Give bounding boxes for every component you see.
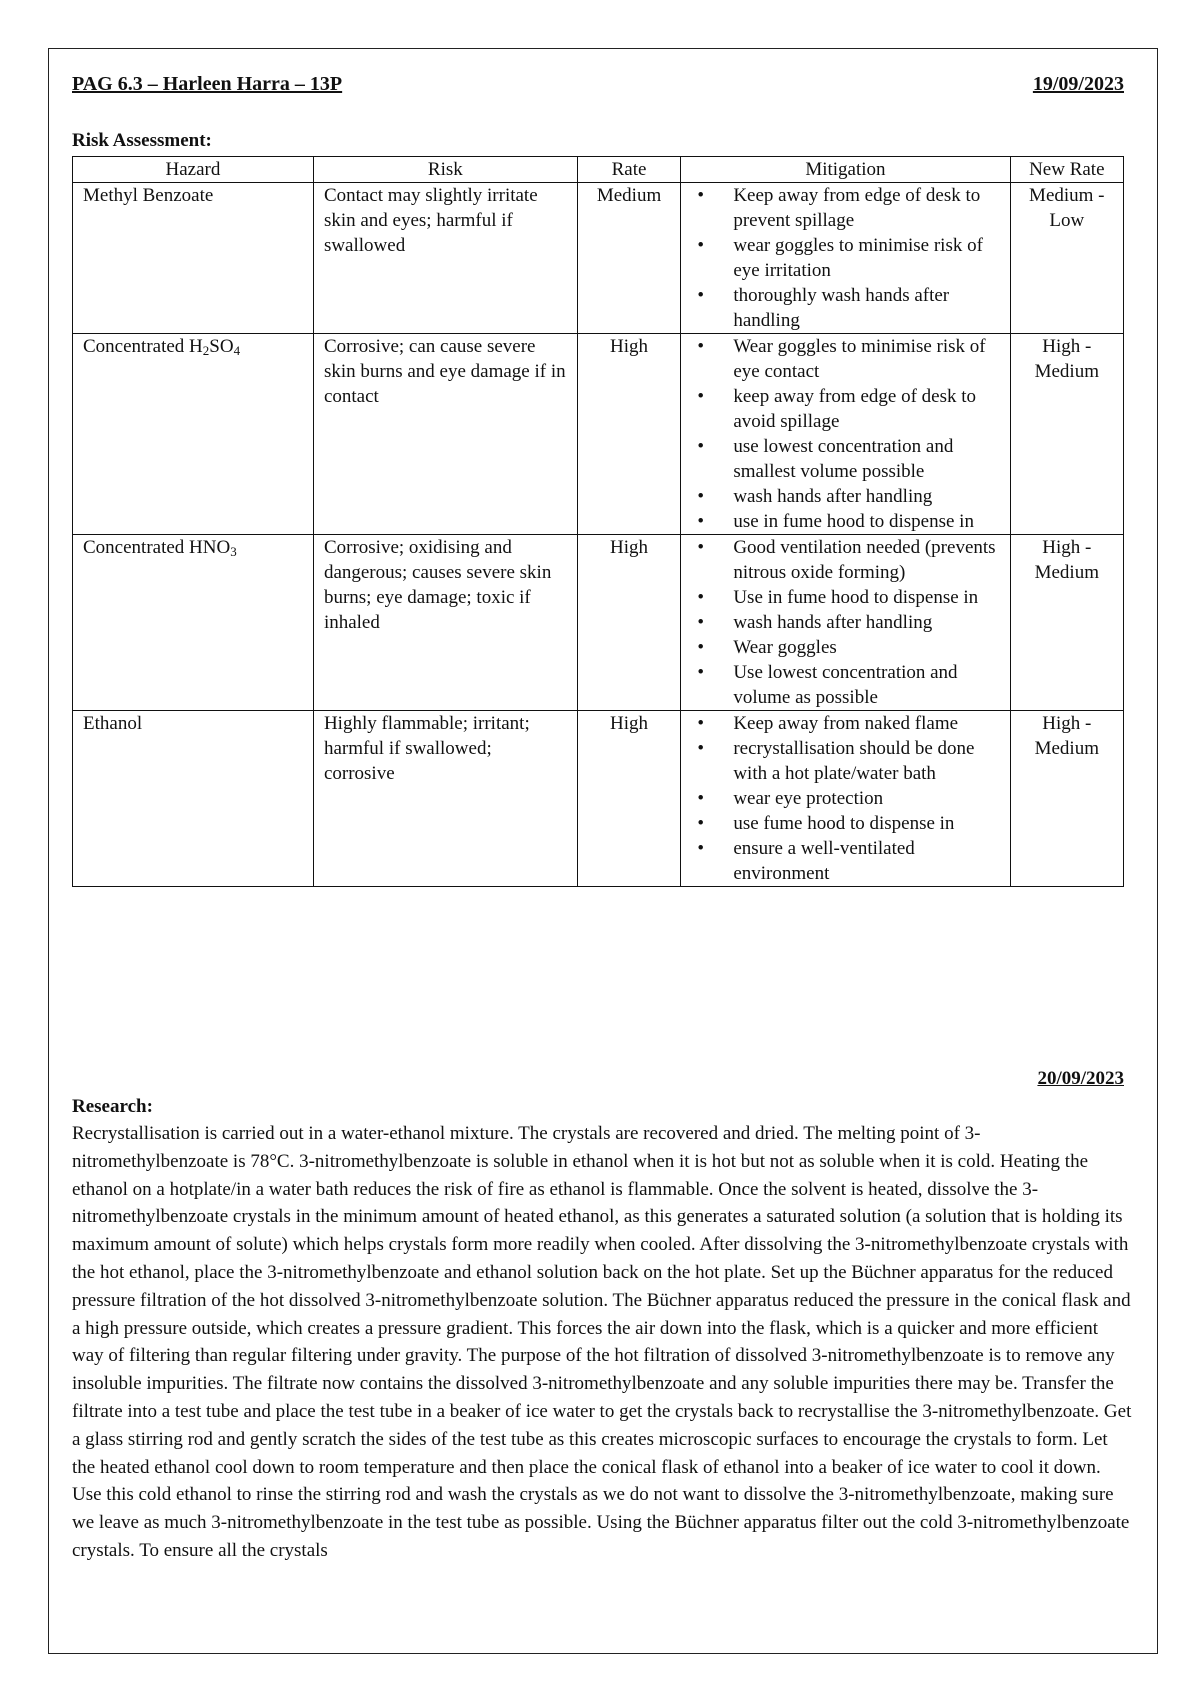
- mitigation-item: • wear goggles to minimise risk of eye irritation: [691, 233, 999, 283]
- rate-cell: High: [577, 711, 681, 887]
- mitigation-item: • ensure a well-ventilated environment: [691, 836, 999, 886]
- subscript: 2: [202, 343, 210, 358]
- table-row: [73, 711, 1124, 887]
- risk-assessment-heading: Risk Assessment:: [72, 130, 212, 151]
- mitigation-cell: [681, 535, 1010, 711]
- mitigation-list: [691, 711, 999, 886]
- column-header-risk: Risk: [313, 157, 577, 183]
- mitigation-cell: [681, 183, 1010, 334]
- mitigation-item: • recrystallisation should be done with a hot plate/water bath: [691, 736, 999, 786]
- hazard-text: Concentrated H: [83, 336, 203, 357]
- mitigation-item: • keep away from edge of desk to avoid spillage: [691, 384, 999, 434]
- risk-cell: Highly flammable; irritant; harmful if swallowed; corrosive: [313, 711, 577, 887]
- research-heading: Research:: [72, 1096, 153, 1117]
- hazard-cell: Ethanol: [73, 711, 314, 887]
- mitigation-item: • wear eye protection: [691, 786, 999, 811]
- mitigation-item: • thoroughly wash hands after handling: [691, 283, 999, 333]
- hazard-text: SO: [209, 336, 234, 357]
- mitigation-item: • Good ventilation needed (prevents nitrous oxide forming): [691, 535, 999, 585]
- new-rate-cell: High - Medium: [1010, 334, 1123, 535]
- document-title: PAG 6.3 – Harleen Harra – 13P: [72, 73, 343, 95]
- mitigation-item: • Use in fume hood to dispense in: [691, 585, 999, 610]
- document-date: 19/09/2023: [1032, 73, 1124, 95]
- mitigation-item: • wash hands after handling: [691, 610, 999, 635]
- column-header-new-rate: New Rate: [1010, 157, 1123, 183]
- document-header: [72, 73, 1124, 99]
- mitigation-item: • Keep away from naked flame: [691, 711, 999, 736]
- table-header-row: [73, 157, 1124, 183]
- risk-cell: Corrosive; can cause severe skin burns and eye damage if in contact: [313, 334, 577, 535]
- mitigation-item: • Use lowest concentration and volume as possible: [691, 660, 999, 710]
- new-rate-cell: High - Medium: [1010, 535, 1123, 711]
- mitigation-item: • use fume hood to dispense in: [691, 811, 999, 836]
- risk-assessment-table: [72, 156, 1124, 887]
- rate-cell: Medium: [577, 183, 681, 334]
- mitigation-list: [691, 183, 999, 333]
- mitigation-item: • wash hands after handling: [691, 484, 999, 509]
- column-header-rate: Rate: [577, 157, 681, 183]
- table-row: [73, 535, 1124, 711]
- table-row: [73, 183, 1124, 334]
- risk-cell: Contact may slightly irritate skin and eyes; harmful if swallowed: [313, 183, 577, 334]
- mitigation-item: • Keep away from edge of desk to prevent spillage: [691, 183, 999, 233]
- table-row: [73, 334, 1124, 535]
- research-paragraph: Recrystallisation is carried out in a water-ethanol mixture. The crystals are recovered and dried. The melting point of 3-nitromethylbenzoate is 78°C. 3-nitromethylbenzoate is soluble in ethanol when it is hot but not as soluble when it is cold. Heating the ethanol on a hotplate/in a water bath reduces the risk of fire as ethanol is flammable. Once the solvent is heated, dissolve the 3-nitromethylbenzoate crystals in the minimum amount of heated ethanol, as this generates a saturated solution (a solution that is holding its maximum amount of solute) which helps crystals form more readily when cooled. After dissolving the 3-nitromethylbenzoate crystals with the hot ethanol, place the 3-nitromethylbenzoate and ethanol solution back on the hot plate. Set up the Büchner apparatus for the reduced pressure filtration of the hot dissolved 3-nitromethylbenzoate solution. The Büchner apparatus reduced the pressure in the conical flask and a high pressure outside, which creates a pressure gradient. This forces the air down into the flask, which is a quicker and more efficient way of filtering than regular filtering under gravity. The purpose of the hot filtration of dissolved 3-nitromethylbenzoate is to remove any insoluble impurities. The filtrate now contains the dissolved 3-nitromethylbenzoate and any soluble impurities there may be. Transfer the filtrate into a test tube and place the test tube in a beaker of ice water to get the crystals back to recrystallise the 3-nitromethylbenzoate. Get a glass stirring rod and gently scratch the sides of the test tube as this creates microscopic surfaces to encourage the crystals to form. Let the heated ethanol cool down to room temperature and then place the conical flask of ethanol into a beaker of ice water to cool it down. Use this cold ethanol to rinse the stirring rod and wash the crystals as we do not want to dissolve the 3-nitromethylbenzoate, making sure we leave as much 3-nitromethylbenzoate in the test tube as possible. Using the Büchner apparatus filter out the cold 3-nitromethylbenzoate crystals. To ensure all the crystals: [72, 1123, 1132, 1561]
- subscript: 4: [233, 343, 241, 358]
- hazard-text: Concentrated HNO: [83, 537, 231, 558]
- mitigation-item: • use in fume hood to dispense in: [691, 509, 999, 534]
- hazard-cell: [73, 334, 314, 535]
- mitigation-cell: [681, 711, 1010, 887]
- new-rate-cell: Medium - Low: [1010, 183, 1123, 334]
- mitigation-item: • use lowest concentration and smallest volume possible: [691, 434, 999, 484]
- mitigation-list: [691, 334, 999, 534]
- hazard-cell: [73, 535, 314, 711]
- mitigation-item: • Wear goggles to minimise risk of eye contact: [691, 334, 999, 384]
- hazard-cell: Methyl Benzoate: [73, 183, 314, 334]
- column-header-hazard: Hazard: [73, 157, 314, 183]
- mitigation-item: • Wear goggles: [691, 635, 999, 660]
- rate-cell: High: [577, 334, 681, 535]
- subscript: 3: [230, 544, 237, 559]
- column-header-mitigation: Mitigation: [681, 157, 1010, 183]
- mitigation-cell: [681, 334, 1010, 535]
- research-date: 20/09/2023: [1037, 1068, 1124, 1089]
- rate-cell: High: [577, 535, 681, 711]
- risk-cell: Corrosive; oxidising and dangerous; causes severe skin burns; eye damage; toxic if inhaled: [313, 535, 577, 711]
- new-rate-cell: High - Medium: [1010, 711, 1123, 887]
- mitigation-list: [691, 535, 999, 710]
